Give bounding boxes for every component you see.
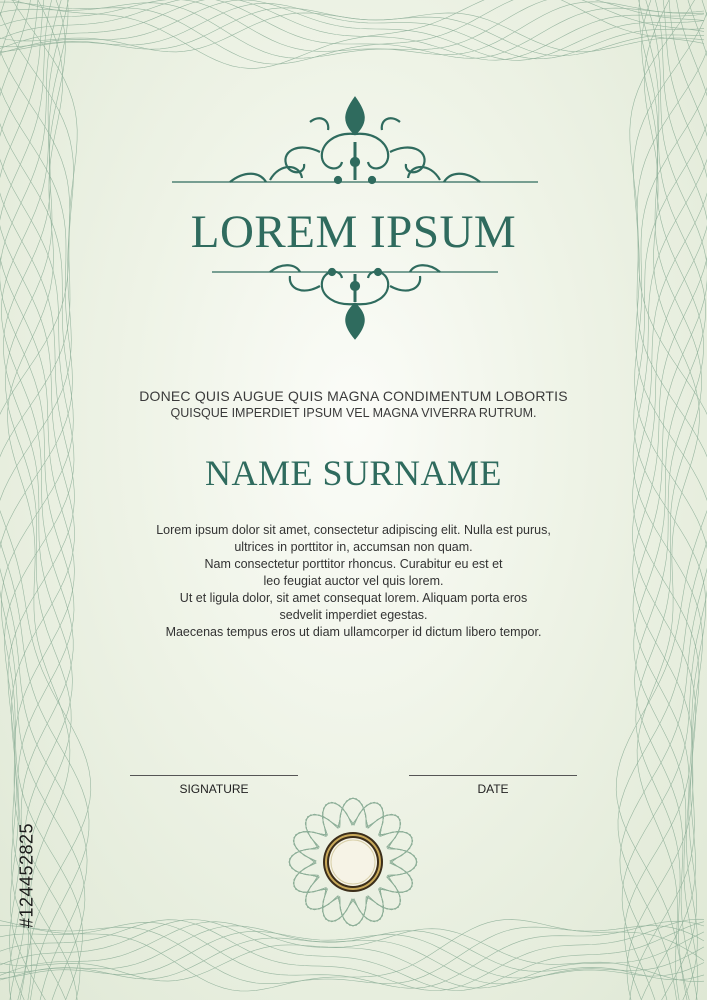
date-label: DATE (477, 782, 509, 796)
subtitle-line-2: QUISQUE IMPERDIET IPSUM VEL MAGNA VIVERRA RUTRUM. (170, 406, 537, 420)
body-line: Lorem ipsum dolor sit amet, consectetur adipiscing elit. Nulla est purus, (156, 523, 551, 537)
body-line: sedvelit imperdiet egestas. (279, 608, 428, 622)
certificate-title: LOREM IPSUM (190, 206, 517, 258)
body-line: ultrices in porttitor in, accumsan non quam. (234, 540, 473, 554)
body-line: Nam consectetur porttitor rhoncus. Curabitur eu est et (204, 557, 503, 571)
recipient-name: NAME SURNAME (204, 453, 503, 493)
certificate-body (100, 522, 607, 641)
rosette-seal-icon (283, 790, 423, 930)
subtitle-line-1: DONEC QUIS AUGUE QUIS MAGNA CONDIMENTUM LOBORTIS (139, 388, 568, 404)
bottom-flourish-ornament-icon (210, 256, 500, 346)
date-line (409, 775, 577, 776)
stock-id-text: #124452825 (16, 822, 37, 929)
signature-label: SIGNATURE (179, 782, 249, 796)
body-line: leo feugiat auctor vel quis lorem. (263, 574, 444, 588)
stock-id-watermark (8, 763, 37, 993)
signature-line (130, 775, 298, 776)
body-line: Maecenas tempus eros ut diam ullamcorper id dictum libero tempor. (165, 625, 542, 639)
top-flourish-ornament-icon (170, 92, 540, 204)
body-line: Ut et ligula dolor, sit amet consequat lorem. Aliquam porta eros (179, 591, 528, 605)
